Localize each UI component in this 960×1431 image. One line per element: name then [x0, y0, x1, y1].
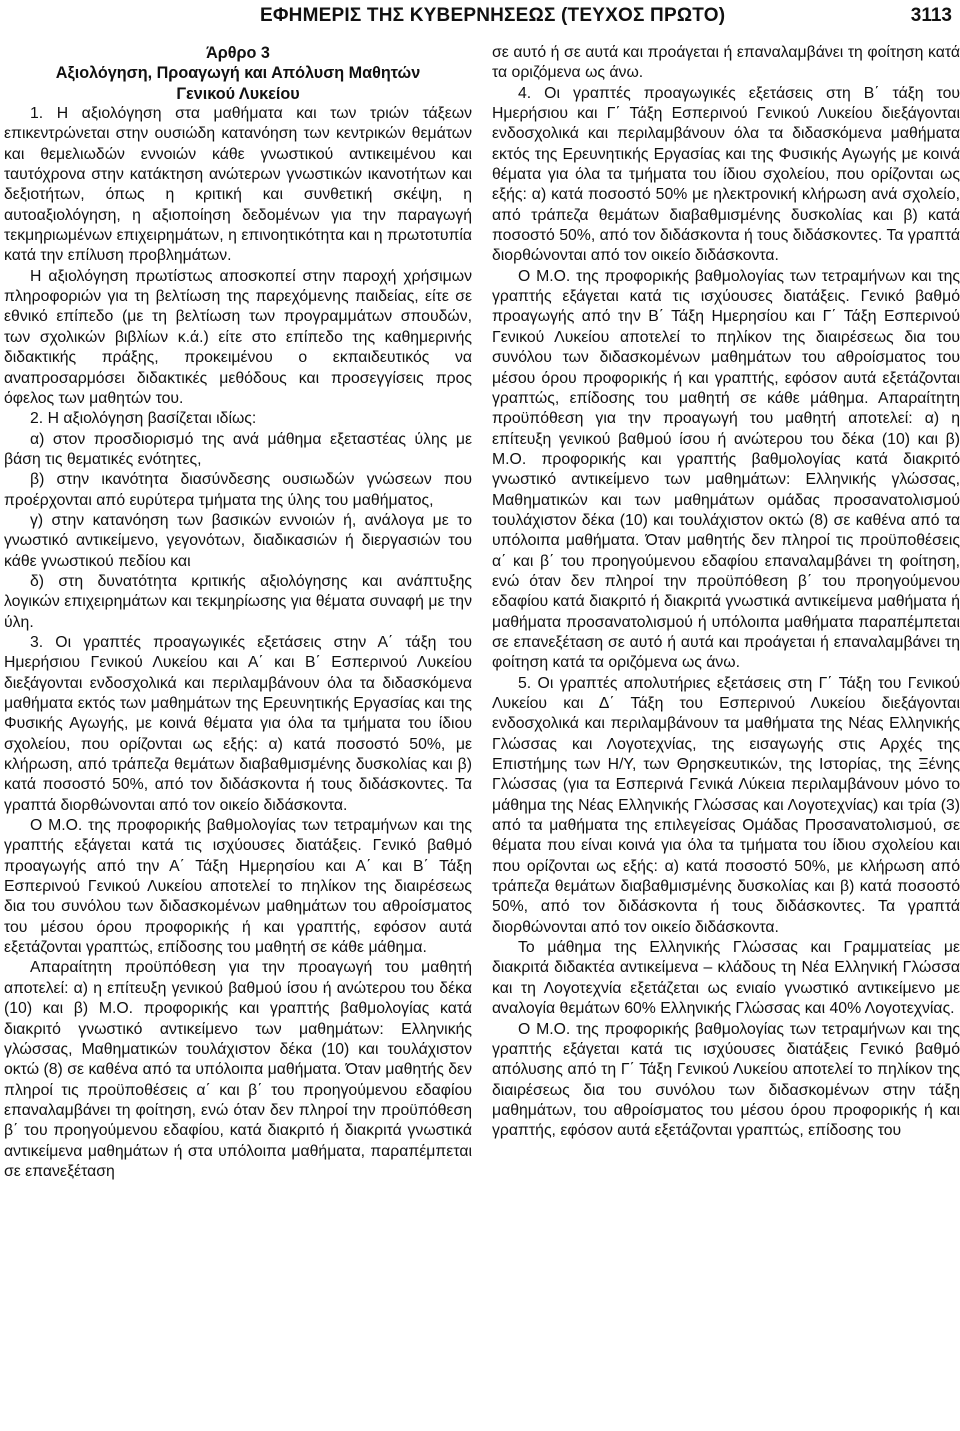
article-title-line-1: Αξιολόγηση, Προαγωγή και Απόλυση Μαθητών: [55, 64, 421, 83]
paragraph: Ο Μ.Ο. της προφορικής βαθμολογίας των τετραμήνων και της γραπτής εξάγεται κατά τις ισχύουσες διατάξεις Γενικό βαθμό απόλυσης από τη Γ΄ Τάξη Γενικού Λυκείου αποτελεί το πηλίκον της διαιρέσεως δια του συνόλου των διδασκομένων στην τάξη μαθημάτων, του αθροίσματος του μέσου όρου προφορικής ή και γραπτής, εφόσον αυτά εξετάζονται γραπτώς, επίδοσης του: [492, 1020, 960, 1140]
paragraph: 5. Οι γραπτές απολυτήριες εξετάσεις στη Γ΄ Τάξη του Γενικού Λυκείου και Δ΄ Τάξη του Εσπερινού Λυκείου διεξάγονται ενδοσχολικά και περιλαμβάνουν τα μαθήματα της Νέας Ελληνικής Γλώσσας και Λογοτεχνίας, της εισαγωγής στις Αρχές της Επιστήμης των Η/Υ, των Θρησκευτικών, της Ιστορίας, της Ξένης Γλώσσας (για τα Εσπερινά Γενικά Λύκεια περιλαμβάνουν μόνο το μάθημα της Νέας Ελληνικής Γλώσσας και Λογοτεχνίας) και τρία (3) από τα μαθήματα της επιλεγείσας Ομάδας Προσανατολισμού, σε θέματα που είναι κοινά για όλα τα τμήματα του ίδιου σχολείου και που ορίζονται ως εξής: α) κατά ποσοστό 50%, με κλήρωση από τράπεζα θεμάτων διαβαθμισμένης δυσκολίας και β) κατά ποσοστό 50%, από τον διδάσκοντα ή τους διδάσκοντες. Τα γραπτά διορθώνονται από τον οικείο διδάσκοντα.: [492, 674, 960, 936]
article-title-line-2: Γενικού Λυκείου: [176, 84, 300, 103]
paragraph: σε αυτό ή σε αυτά και προάγεται ή επαναλαμβάνει τη φοίτηση κατά τα οριζόμενα ως άνω.: [492, 44, 960, 82]
gazette-title: ΕΦΗΜΕΡΙΣ ΤΗΣ ΚΥΒΕΡΝΗΣΕΩΣ (ΤΕΥΧΟΣ ΠΡΩΤΟ): [260, 5, 726, 26]
paragraph: 4. Οι γραπτές προαγωγικές εξετάσεις στη Β΄ τάξη του Ημερήσιου και Γ΄ Τάξη Εσπερινού Γενικού Λυκείου διεξάγονται ενδοσχολικά και περιλαμβάνουν όλα τα διδασκόμενα μαθήματα εκτός της Ερευνητικής Εργασίας και της Φυσικής Αγωγής με κοινά θέματα για όλα τα τμήματα του ίδιου σχολείου, που ορίζονται ως εξής: α) κατά ποσοστό 50% με ηλεκτρονική κλήρωση ανά σχολείο, από τράπεζα θεμάτων διαβαθμισμένης δυσκολίας και β) κατά ποσοστό 50%, από τον διδάσκοντα ή τους διδάσκοντες. Τα γραπτά διορθώνονται από τον οικείο διδάσκοντα.: [492, 84, 960, 265]
paragraph: 3. Οι γραπτές προαγωγικές εξετάσεις στην Α΄ τάξη του Ημερήσιου Γενικού Λυκείου και Α΄ και Β΄ Εσπερινού Λυκείου διεξάγονται ενδοσχολικά και περιλαμβάνουν όλα τα διδασκόμενα μαθήματα εκτός των μαθημάτων της Ερευνητικής Εργασίας και της Φυσικής Αγωγής, με κοινά θέματα για όλα τα τμήματα του ίδιου σχολείου, που ορίζονται ως εξής: α) κατά ποσοστό 50%, με κλήρωση, από τράπεζα θεμάτων διαβαθμισμένης δυσκολίας και β) κατά ποσοστό 50%, από τον διδάσκοντα ή τους διδάσκοντες. Τα γραπτά διορθώνονται από τον οικείο διδάσκοντα.: [4, 633, 472, 814]
paragraph: Απαραίτητη προϋπόθεση για την προαγωγή του μαθητή αποτελεί: α) η επίτευξη γενικού βαθμού ίσου ή ανώτερου του δέκα (10) και β) Μ.Ο. προφορικής και γραπτής βαθμολογίας κατά διακριτό γνωστικό αντικείμενο των μαθημάτων: Ελληνικής γλώσσας, Μαθηματικών τουλάχιστον δέκα (10) και τουλάχιστον οκτώ (8) σε καθένα από τα υπόλοιπα μαθήματα. Όταν μαθητής δεν πληροί τις προϋποθέσεις α΄ και β΄ του προηγούμενου εδαφίου επαναλαμβάνει τη φοίτηση, ενώ όταν δεν πληροί την προϋπόθεση β΄ του προηγούμενου εδαφίου, κατά διακριτό ή διακριτά γνωστικά αντικείμενα μαθημάτων ή στα υπόλοιπα μαθήματα, παραπέμπεται σε επανεξέταση: [4, 959, 472, 1180]
article-number: Άρθρο 3: [206, 44, 270, 62]
paragraph: 1. Η αξιολόγηση στα μαθήματα και των τριών τάξεων επικεντρώνεται στην ουσιώδη κατανόηση των κεντρικών θεμάτων και θεμελιωδών εννοιών κάθε γνωστικού αντικειμένου και ταυτόχρονα στην κατάκτηση ανώτερων γνωστικών ικανοτήτων και δεξιοτήτων, όπως η κριτική και συνθετική σκέψη, η αυτοαξιολόγηση, η αξιοποίηση δεδομένων για την παραγωγή τεκμηριωμένων επιχειρημάτων, η επινοητικότητα και η πρωτοτυπία κατά την επίλυση προβλημάτων.: [4, 105, 472, 265]
left-column: [4, 43, 472, 1182]
paragraph: 2. Η αξιολόγηση βασίζεται ιδίως:: [30, 410, 257, 428]
page-number: 3113: [910, 5, 952, 26]
paragraph: α) στον προσδιορισμό της ανά μάθημα εξεταστέας ύλης με βάση τις θεματικές ενότητες,: [4, 430, 472, 468]
paragraph: Ο Μ.Ο. της προφορικής βαθμολογίας των τετραμήνων και της γραπτής εξάγεται κατά τις ισχύουσες διατάξεις. Γενικό βαθμό προαγωγής από την Β΄ Τάξη Ημερησίου και Γ΄ Τάξη Εσπερινού Γενικού Λυκείου αποτελεί το πηλίκον της διαιρέσεως δια του συνόλου των διδασκομένων μαθημάτων του αθροίσματος του μέσου όρου προφορικής ή και γραπτής, εφόσον αυτά εξετάζονται γραπτώς, επίδοσης του μαθητή σε κάθε μάθημα. Απαραίτητη προϋπόθεση για την προαγωγή του μαθητή αποτελεί: α) η επίτευξη γενικού βαθμού ίσου ή ανώτερου του δέκα (10) και β) Μ.Ο. προφορικής και γραπτής βαθμολογίας κατά διακριτό γνωστικό αντικείμενο των μαθημάτων: Ελληνικής γλώσσας, Μαθηματικών και των μαθημάτων ομάδας προσανατολισμού τουλάχιστον δέκα (10) και τουλάχιστον οκτώ (8) σε καθένα από τα υπόλοιπα μαθήματα. Όταν μαθητής δεν πληροί τις προϋποθέσεις α΄ και β΄ του προηγούμενου εδαφίου επαναλαμβάνει τη φοίτηση, ενώ όταν δεν πληροί την προϋπόθεση β΄ του προηγούμενου εδαφίου κατά διακριτό ή διακριτά γνωστικά αντικείμενα μαθήματα ή μαθήματα προσανατολισμού ή υπόλοιπα μαθήματα παραπέμπεται σε επανεξέταση σε αυτό ή αυτά και προάγεται ή επαναλαμβάνει τη φοίτηση κατά τα οριζόμενα ως άνω.: [492, 267, 960, 672]
paragraph: Ο Μ.Ο. της προφορικής βαθμολογίας των τετραμήνων και της γραπτής εξάγεται κατά τις ισχύουσες διατάξεις. Γενικό βαθμό προαγωγής από την Α΄ Τάξη Ημερησίου και Α΄ και Β΄ Τάξη Εσπερινού Γενικού Λυκείου αποτελεί το πηλίκον της διαιρέσεως δια του συνόλου των διδασκομένων μαθημάτων του αθροίσματος του μέσου όρου προφορικής ή και γραπτής, εφόσον αυτά εξετάζονται γραπτώς, επίδοσης του μαθητή σε κάθε μάθημα.: [4, 817, 472, 957]
paragraph: γ) στην κατανόηση των βασικών εννοιών ή, ανάλογα με το γνωστικό αντικείμενο, γεγονότων, διαδικασιών ή διεργασιών του κάθε γνωστικού πεδίου και: [4, 511, 472, 570]
paragraph: Το μάθημα της Ελληνικής Γλώσσας και Γραμματείας με διακριτά διδακτέα αντικείμενα – κλάδους τη Νέα Ελληνική Γλώσσα και τη Λογοτεχνία εξετάζεται ως ενιαίο γνωστικό αντικείμενο με αναλογία θεμάτων 60% Ελληνικής Γλώσσας και 40% Λογοτεχνίας.: [492, 939, 960, 1018]
paragraph: β) στην ικανότητα διασύνδεσης ουσιωδών γνώσεων που προέρχονται από ευρύτερα τμήματα της ύλης του μαθήματος,: [4, 471, 472, 509]
right-column: [492, 43, 960, 1142]
paragraph: Η αξιολόγηση πρωτίστως αποσκοπεί στην παροχή χρήσιμων πληροφοριών για τη βελτίωση της παρεχόμενης παιδείας, είτε σε εθνικό επίπεδο (με τη βελτίωση των προγραμμάτων σπουδών, των σχολικών βιβλίων κ.ά.) είτε στο επίπεδο της καθημερινής διδακτικής πράξης, προκειμένου ο εκπαιδευτικός να αναπροσαρμόσει διδακτικές μεθόδους και προσεγγίσεις προς όφελος των μαθητών του.: [4, 267, 472, 407]
paragraph: δ) στη δυνατότητα κριτικής αξιολόγησης και ανάπτυξης λογικών επιχειρημάτων και τεκμηρίωσης για θέματα συναφή με την ύλη.: [4, 572, 472, 631]
page-header: [0, 2, 960, 28]
